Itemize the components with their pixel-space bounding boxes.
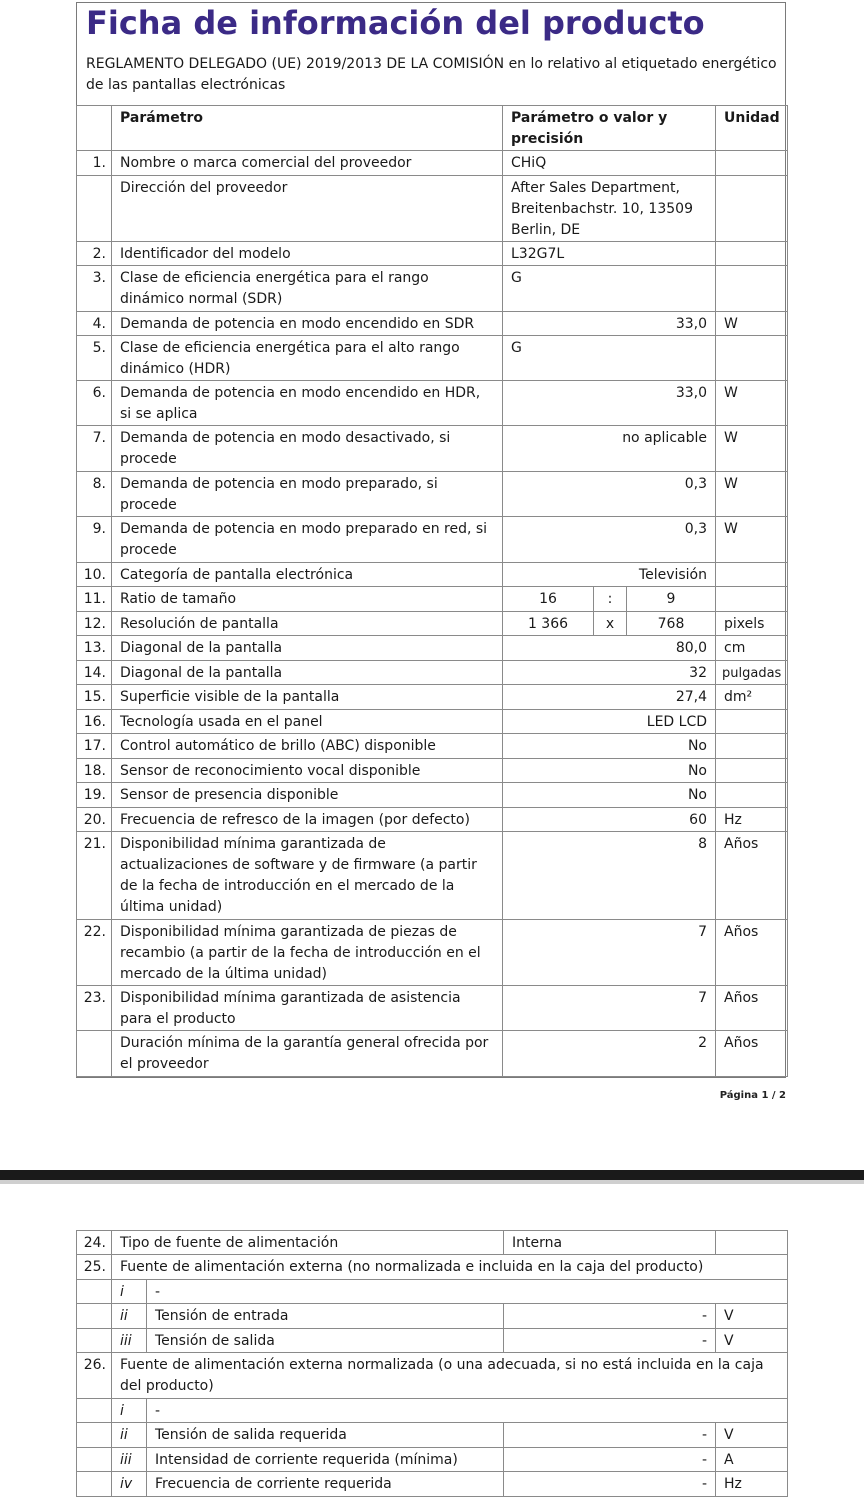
row-label: Disponibilidad mínima garantizada de piezas de recambio (a partir de la fecha de introducción en el mercado de la última unidad) xyxy=(112,920,503,986)
row-label: Frecuencia de refresco de la imagen (por defecto) xyxy=(112,808,503,832)
row-number: 8. xyxy=(77,472,112,517)
table-row xyxy=(77,1353,788,1399)
table-row xyxy=(77,685,788,710)
row-label: Intensidad de corriente requerida (mínima) xyxy=(147,1448,504,1472)
header-num-cell xyxy=(77,106,112,151)
row-number: 20. xyxy=(77,808,112,832)
row-unit: A xyxy=(716,1448,788,1472)
table-row xyxy=(77,808,788,832)
table-row xyxy=(77,734,788,759)
row-label: Disponibilidad mínima garantizada de actualizaciones de software y de firmware (a partir de la fecha de introducción en el mercado de la última unidad) xyxy=(112,832,503,920)
page-number: Página 1 / 2 xyxy=(719,1090,786,1101)
row-number: 19. xyxy=(77,783,112,808)
row-value: - xyxy=(504,1448,716,1472)
header-value: Parámetro o valor y precisión xyxy=(503,106,716,151)
row-unit xyxy=(716,587,788,612)
row-number: 17. xyxy=(77,734,112,759)
row-unit: pulgadas xyxy=(716,661,788,685)
row-unit xyxy=(716,783,788,808)
row-value: CHiQ xyxy=(503,151,716,176)
table-row xyxy=(77,266,788,312)
row-value: 33,0 xyxy=(503,312,716,336)
row-unit xyxy=(716,151,788,176)
resolution-height: 768 xyxy=(627,612,716,636)
table-row xyxy=(77,832,788,920)
table-row xyxy=(77,563,788,587)
row-label: Ratio de tamaño xyxy=(112,587,503,612)
row-roman: i xyxy=(112,1280,147,1304)
row-unit: W xyxy=(716,381,788,426)
table-row xyxy=(77,426,788,472)
row-value: - xyxy=(504,1304,716,1329)
row-number: 23. xyxy=(77,986,112,1031)
row-number: 12. xyxy=(77,612,112,636)
row-value: 32 xyxy=(503,661,716,685)
table-row xyxy=(77,176,788,242)
ratio-height: 9 xyxy=(627,587,716,612)
row-unit xyxy=(716,710,788,734)
row-value: 0,3 xyxy=(503,472,716,517)
row-label: Sensor de reconocimiento vocal disponible xyxy=(112,759,503,783)
table-row xyxy=(77,759,788,783)
row-number: 16. xyxy=(77,710,112,734)
row-label: Demanda de potencia en modo preparado en red, si procede xyxy=(112,517,503,563)
row-value: - xyxy=(504,1423,716,1448)
row-roman: iv xyxy=(112,1472,147,1497)
resolution-width: 1 366 xyxy=(503,612,594,636)
page-separator xyxy=(0,1170,864,1180)
row-value: No xyxy=(503,759,716,783)
row-unit: W xyxy=(716,517,788,563)
row-label: Frecuencia de corriente requerida xyxy=(147,1472,504,1497)
header-unit: Unidad xyxy=(716,106,788,151)
row-label: Clase de eficiencia energética para el alto rango dinámico (HDR) xyxy=(112,336,503,381)
product-info-table xyxy=(76,105,788,1077)
row-unit: Años xyxy=(716,986,788,1031)
row-value: 8 xyxy=(503,832,716,920)
table-row xyxy=(77,587,788,612)
row-label: Demanda de potencia en modo encendido en HDR, si se aplica xyxy=(112,381,503,426)
row-number: 11. xyxy=(77,587,112,612)
row-roman: iii xyxy=(112,1329,147,1353)
table-row xyxy=(77,920,788,986)
row-label: Clase de eficiencia energética para el rango dinámico normal (SDR) xyxy=(112,266,503,312)
table-row xyxy=(77,312,788,336)
table-row xyxy=(77,612,788,636)
row-unit xyxy=(716,176,788,242)
row-label: Tensión de salida requerida xyxy=(147,1423,504,1448)
row-number: 9. xyxy=(77,517,112,563)
row-label: Superficie visible de la pantalla xyxy=(112,685,503,710)
table-row xyxy=(77,1031,788,1077)
row-number xyxy=(77,1448,112,1472)
row-number: 25. xyxy=(77,1255,112,1280)
table-row xyxy=(77,986,788,1031)
row-value: Televisión xyxy=(503,563,716,587)
table-row xyxy=(77,1329,788,1353)
row-label: Fuente de alimentación externa (no normalizada e incluida en la caja del producto) xyxy=(112,1255,788,1280)
row-value: 2 xyxy=(503,1031,716,1077)
row-label: Demanda de potencia en modo desactivado, si procede xyxy=(112,426,503,472)
table-row xyxy=(77,381,788,426)
row-value: LED LCD xyxy=(503,710,716,734)
row-number: 22. xyxy=(77,920,112,986)
row-number xyxy=(77,1031,112,1077)
row-number: 24. xyxy=(77,1231,112,1255)
row-roman: iii xyxy=(112,1448,147,1472)
row-unit xyxy=(716,242,788,266)
row-unit xyxy=(716,266,788,312)
row-value: Interna xyxy=(504,1231,716,1255)
row-value: 7 xyxy=(503,986,716,1031)
row-unit: Años xyxy=(716,832,788,920)
row-number xyxy=(77,1329,112,1353)
row-value: - xyxy=(504,1329,716,1353)
row-number xyxy=(77,1280,112,1304)
table-row xyxy=(77,1255,788,1280)
row-unit: Años xyxy=(716,1031,788,1077)
table-row xyxy=(77,517,788,563)
row-unit: W xyxy=(716,312,788,336)
table-row xyxy=(77,661,788,685)
row-number: 3. xyxy=(77,266,112,312)
row-label: Sensor de presencia disponible xyxy=(112,783,503,808)
row-number: 15. xyxy=(77,685,112,710)
table-row xyxy=(77,336,788,381)
row-label: Tensión de entrada xyxy=(147,1304,504,1329)
row-value: no aplicable xyxy=(503,426,716,472)
row-value: No xyxy=(503,734,716,759)
row-label: Demanda de potencia en modo encendido en SDR xyxy=(112,312,503,336)
table-row xyxy=(77,783,788,808)
row-number: 2. xyxy=(77,242,112,266)
row-label: Categoría de pantalla electrónica xyxy=(112,563,503,587)
row-number: 1. xyxy=(77,151,112,176)
row-number xyxy=(77,1399,112,1423)
row-value: G xyxy=(503,266,716,312)
row-number: 10. xyxy=(77,563,112,587)
row-value: - xyxy=(147,1399,788,1423)
row-value: 0,3 xyxy=(503,517,716,563)
row-label: Demanda de potencia en modo preparado, si procede xyxy=(112,472,503,517)
row-number: 7. xyxy=(77,426,112,472)
page-title: Ficha de información del producto xyxy=(86,4,705,42)
row-number: 13. xyxy=(77,636,112,661)
table-row xyxy=(77,151,788,176)
row-number xyxy=(77,176,112,242)
header-parameter: Parámetro xyxy=(112,106,503,151)
row-value: - xyxy=(147,1280,788,1304)
row-number: 6. xyxy=(77,381,112,426)
row-value: After Sales Department, Breitenbachstr. 10, 13509 Berlin, DE xyxy=(503,176,716,242)
row-unit xyxy=(716,336,788,381)
row-unit: cm xyxy=(716,636,788,661)
row-number xyxy=(77,1423,112,1448)
row-roman: ii xyxy=(112,1304,147,1329)
power-supply-table xyxy=(76,1230,788,1497)
row-label: Dirección del proveedor xyxy=(112,176,503,242)
row-label: Identificador del modelo xyxy=(112,242,503,266)
row-label: Tipo de fuente de alimentación xyxy=(112,1231,504,1255)
row-number: 21. xyxy=(77,832,112,920)
row-label: Duración mínima de la garantía general ofrecida por el proveedor xyxy=(112,1031,503,1077)
row-number: 18. xyxy=(77,759,112,783)
table-row xyxy=(77,1448,788,1472)
row-roman: ii xyxy=(112,1423,147,1448)
row-number: 26. xyxy=(77,1353,112,1399)
row-unit: V xyxy=(716,1423,788,1448)
row-number: 14. xyxy=(77,661,112,685)
row-label: Control automático de brillo (ABC) disponible xyxy=(112,734,503,759)
table-row xyxy=(77,1423,788,1448)
table-row xyxy=(77,1399,788,1423)
table-row xyxy=(77,1304,788,1329)
row-label: Diagonal de la pantalla xyxy=(112,661,503,685)
row-label: Tensión de salida xyxy=(147,1329,504,1353)
table-header-row xyxy=(77,106,788,151)
table-row xyxy=(77,1231,788,1255)
row-unit: W xyxy=(716,426,788,472)
row-label: Tecnología usada en el panel xyxy=(112,710,503,734)
resolution-separator: x xyxy=(594,612,627,636)
ratio-width: 16 xyxy=(503,587,594,612)
row-label: Fuente de alimentación externa normalizada (o una adecuada, si no está incluida en la caja del producto) xyxy=(112,1353,788,1399)
row-label: Resolución de pantalla xyxy=(112,612,503,636)
regulation-subtitle: REGLAMENTO DELEGADO (UE) 2019/2013 DE LA COMISIÓN en lo relativo al etiquetado energético de las pantallas electrónicas xyxy=(86,56,777,93)
row-value: 80,0 xyxy=(503,636,716,661)
table-row xyxy=(77,472,788,517)
row-roman: i xyxy=(112,1399,147,1423)
row-unit: W xyxy=(716,472,788,517)
row-number xyxy=(77,1472,112,1497)
row-unit xyxy=(716,734,788,759)
row-unit: V xyxy=(716,1304,788,1329)
row-unit xyxy=(716,1231,788,1255)
table-row xyxy=(77,1472,788,1497)
row-unit xyxy=(716,759,788,783)
row-number xyxy=(77,1304,112,1329)
row-value: G xyxy=(503,336,716,381)
row-value: 33,0 xyxy=(503,381,716,426)
row-number: 5. xyxy=(77,336,112,381)
table-row xyxy=(77,710,788,734)
row-unit: dm² xyxy=(716,685,788,710)
row-unit: pixels xyxy=(716,612,788,636)
row-value: - xyxy=(504,1472,716,1497)
row-value: 27,4 xyxy=(503,685,716,710)
table-row xyxy=(77,636,788,661)
row-value: No xyxy=(503,783,716,808)
table-row xyxy=(77,1280,788,1304)
page-separator-shadow xyxy=(0,1180,864,1184)
ratio-separator: : xyxy=(594,587,627,612)
row-unit xyxy=(716,563,788,587)
row-value: L32G7L xyxy=(503,242,716,266)
row-label: Nombre o marca comercial del proveedor xyxy=(112,151,503,176)
row-unit: Años xyxy=(716,920,788,986)
table-row xyxy=(77,242,788,266)
row-label: Disponibilidad mínima garantizada de asistencia para el producto xyxy=(112,986,503,1031)
row-unit: Hz xyxy=(716,1472,788,1497)
row-unit: Hz xyxy=(716,808,788,832)
row-value: 7 xyxy=(503,920,716,986)
row-unit: V xyxy=(716,1329,788,1353)
row-label: Diagonal de la pantalla xyxy=(112,636,503,661)
row-number: 4. xyxy=(77,312,112,336)
row-value: 60 xyxy=(503,808,716,832)
